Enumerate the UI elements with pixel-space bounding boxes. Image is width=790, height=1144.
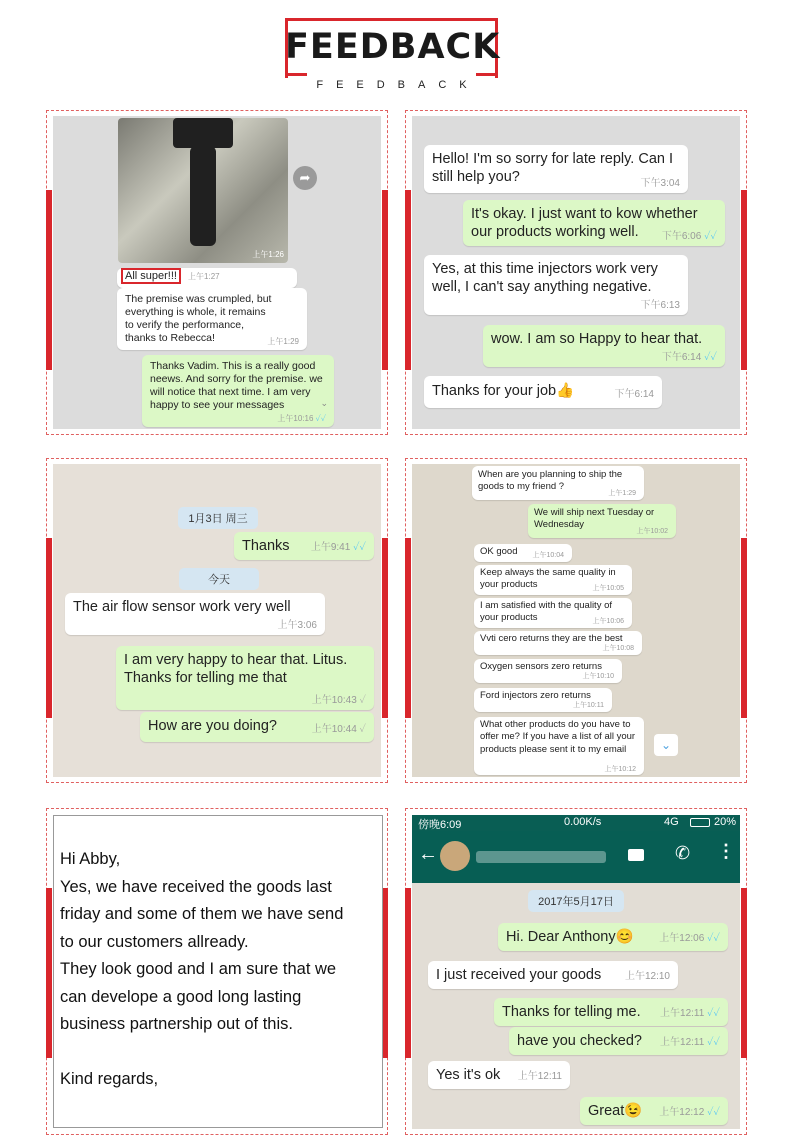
message-text: We will ship next Tuesday or Wednesday xyxy=(534,507,655,530)
message-text: The air flow sensor work very well xyxy=(73,599,291,615)
letter-line: They look good and I am sure that we xyxy=(60,960,337,978)
header-rule-right xyxy=(476,73,498,76)
panel-accent-bar xyxy=(405,888,411,1058)
chat-bubble xyxy=(474,717,644,775)
message-time: 上午12:12 ✓✓ xyxy=(659,1106,720,1118)
panel-accent-bar xyxy=(46,538,52,718)
message-text: Hello! I'm so sorry for late reply. Can I still help you? xyxy=(432,151,674,186)
message-time: 上午12:11 xyxy=(517,1070,562,1082)
message-time: 下午6:06 ✓✓ xyxy=(661,230,717,242)
message-time: 下午6:13 xyxy=(640,299,680,311)
chat-bubble-outgoing xyxy=(234,532,374,560)
message-time: 下午3:04 xyxy=(640,177,680,189)
message-text: I am very happy to hear that. Litus. Thanks for telling me that xyxy=(124,652,348,687)
chat-bubble xyxy=(424,255,688,315)
message-text: Ford injectors zero returns xyxy=(480,690,591,701)
chat-bubble-outgoing xyxy=(463,200,725,246)
message-time: 上午10:05 xyxy=(592,585,624,593)
chat-bubble-outgoing xyxy=(116,646,374,710)
chat-screenshot-3 xyxy=(53,464,381,777)
chat-bubble xyxy=(428,961,678,989)
email-letter xyxy=(53,815,383,1128)
message-time: 上午10:12 xyxy=(604,765,636,773)
message-time: 上午12:11 ✓✓ xyxy=(660,1007,720,1019)
chat-bubble xyxy=(474,659,622,683)
chat-bubble xyxy=(65,593,325,635)
message-text: OK good xyxy=(480,546,518,557)
message-time: 上午10:16 ✓✓ xyxy=(277,414,326,423)
panel-accent-bar xyxy=(46,888,52,1058)
message-time: 上午1:27 xyxy=(188,272,220,281)
message-time: 上午12:11 ✓✓ xyxy=(660,1036,720,1048)
message-text: Yes, at this time injectors work very well, I can't say anything negative. xyxy=(432,261,658,296)
message-time: 上午10:06 xyxy=(592,618,624,626)
letter-line: friday and some of them we have send xyxy=(60,905,344,923)
phone-icon[interactable]: ✆ xyxy=(675,843,691,863)
chat-bubble-outgoing xyxy=(528,504,676,538)
panel-accent-bar xyxy=(741,888,747,1058)
chat-bubble-outgoing xyxy=(494,998,728,1026)
date-separator: 2017年5月17日 xyxy=(528,890,624,912)
message-text: have you checked? xyxy=(517,1033,642,1049)
message-text: What other products do you have to offer me? If you have a list of all your products please sent it to my email xyxy=(480,719,636,755)
forward-icon[interactable]: ➦ xyxy=(293,166,317,190)
page-subtitle: FEEDBACK xyxy=(316,79,480,91)
header-rule-left xyxy=(285,73,307,76)
chat-bubble xyxy=(424,376,662,408)
message-text: When are you planning to ship the goods to my friend ? xyxy=(478,469,623,492)
message-time: 上午12:10 xyxy=(624,970,670,982)
status-time: 傍晚6:09 xyxy=(418,819,462,831)
panel-accent-bar xyxy=(405,190,411,370)
battery-icon xyxy=(690,818,710,827)
highlighted-message: All super!!! xyxy=(121,268,181,284)
emoji-smile-icon: 😊 xyxy=(615,929,634,945)
message-text: Yes it's ok xyxy=(436,1067,501,1083)
message-time: 上午10:10 xyxy=(582,673,614,681)
message-text: Thanks Vadim. This is a really good neews. And sorry for the premise. we will notice that next time. I am very happy to see your messages xyxy=(150,360,323,412)
letter-line: can develope a good long lasting xyxy=(60,987,302,1006)
photo-time: 上午1:26 xyxy=(252,250,284,259)
message-text: I just received your goods xyxy=(436,967,602,983)
letter-line: business partnership out of this. xyxy=(60,1015,293,1033)
message-text: Thanks xyxy=(242,538,290,554)
product-photo xyxy=(118,118,288,263)
chat-bubble xyxy=(424,145,688,193)
date-separator: 1月3日 周三 xyxy=(178,507,258,529)
message-time: 上午10:44 ✓ xyxy=(311,723,366,735)
message-time: 上午3:06 xyxy=(277,619,317,631)
back-arrow-icon[interactable]: ← xyxy=(418,843,438,865)
message-text: The premise was crumpled, but everything is whole, it remains to verify the performance, thanks to Rebecca! xyxy=(125,293,272,345)
chat-screenshot-6 xyxy=(412,815,740,1129)
message-time: 上午10:43 ✓ xyxy=(311,694,366,706)
message-text: Great xyxy=(588,1103,625,1119)
chat-bubble-outgoing xyxy=(580,1097,728,1125)
message-time: 上午10:02 xyxy=(636,528,668,536)
emoji-wink-icon: 😉 xyxy=(624,1103,643,1119)
contact-name-blurred[interactable] xyxy=(476,851,606,863)
chat-bubble-outgoing xyxy=(483,325,725,367)
message-time: 上午10:11 xyxy=(573,702,604,710)
message-time: 上午1:29 xyxy=(608,490,636,498)
chat-bubble xyxy=(428,1061,570,1089)
panel-accent-bar xyxy=(382,538,388,718)
status-bar xyxy=(412,815,740,831)
message-text: Keep always the same quality in your products xyxy=(480,567,616,590)
chat-bubble-outgoing xyxy=(509,1027,728,1055)
chat-bubble xyxy=(474,544,572,562)
chat-bubble xyxy=(474,688,612,712)
chat-bubble xyxy=(474,631,642,655)
more-icon[interactable]: ⋮ xyxy=(717,841,735,861)
chat-screenshot-2 xyxy=(412,116,740,429)
panel-accent-bar xyxy=(405,538,411,718)
panel-accent-bar xyxy=(741,538,747,718)
message-text: Thanks for telling me. xyxy=(502,1004,641,1020)
message-text: Oxygen sensors zero returns xyxy=(480,661,602,672)
message-time: 上午1:29 xyxy=(267,337,299,346)
message-text: Vvti cero returns they are the best xyxy=(480,633,623,644)
chat-app-bar xyxy=(412,831,740,883)
message-text: How are you doing? xyxy=(148,718,277,734)
letter-closing: Kind regards, xyxy=(60,1069,159,1088)
date-separator: 今天 xyxy=(179,568,259,590)
message-text: I am satisfied with the quality of your products xyxy=(480,600,613,623)
chat-screenshot-4 xyxy=(412,464,740,777)
chevron-down-icon[interactable]: ⌄ xyxy=(654,734,678,756)
message-text: Hi. Dear Anthony xyxy=(506,929,616,945)
message-time: 下午6:14 ✓✓ xyxy=(661,351,717,363)
chat-bubble-outgoing xyxy=(142,355,334,427)
message-time: 上午12:06 ✓✓ xyxy=(659,932,720,944)
avatar[interactable] xyxy=(440,841,470,871)
letter-line: Yes, we have received the goods last xyxy=(60,877,332,896)
chat-screenshot-1 xyxy=(53,116,381,429)
message-text: It's okay. I just want to kow whether our products working well. xyxy=(471,206,698,241)
chat-bubble-outgoing xyxy=(498,923,728,951)
chat-bubble xyxy=(117,288,307,350)
letter-line: Hi Abby, xyxy=(60,850,121,868)
letter-line xyxy=(60,1039,382,1066)
status-battery: 20% xyxy=(714,816,737,828)
chat-bubble xyxy=(474,598,632,628)
panel-accent-bar xyxy=(741,190,747,370)
chevron-down-icon[interactable]: ⌄ xyxy=(320,397,328,408)
message-time: 上午10:04 xyxy=(532,552,564,560)
letter-line: to our customers allready. xyxy=(60,932,249,951)
message-time: 下午6:14 xyxy=(614,388,654,400)
video-call-icon[interactable] xyxy=(628,849,644,861)
chat-bubble xyxy=(117,268,297,288)
panel-accent-bar xyxy=(46,190,52,370)
emoji-thumbs-up-icon: 👍 xyxy=(556,383,575,399)
message-time: 上午10:08 xyxy=(602,645,634,653)
panel-accent-bar xyxy=(382,190,388,370)
message-text: wow. I am so Happy to hear that. xyxy=(491,331,703,347)
status-network: 4G xyxy=(664,816,679,828)
status-speed: 0.00K/s xyxy=(564,816,602,828)
chat-bubble-outgoing xyxy=(140,712,374,742)
chat-bubble xyxy=(472,466,644,500)
message-text: Thanks for your job xyxy=(432,383,557,399)
message-time: 上午9:41 ✓✓ xyxy=(310,541,366,553)
page-title: FEEDBACK xyxy=(285,27,501,67)
chat-bubble xyxy=(474,565,632,595)
